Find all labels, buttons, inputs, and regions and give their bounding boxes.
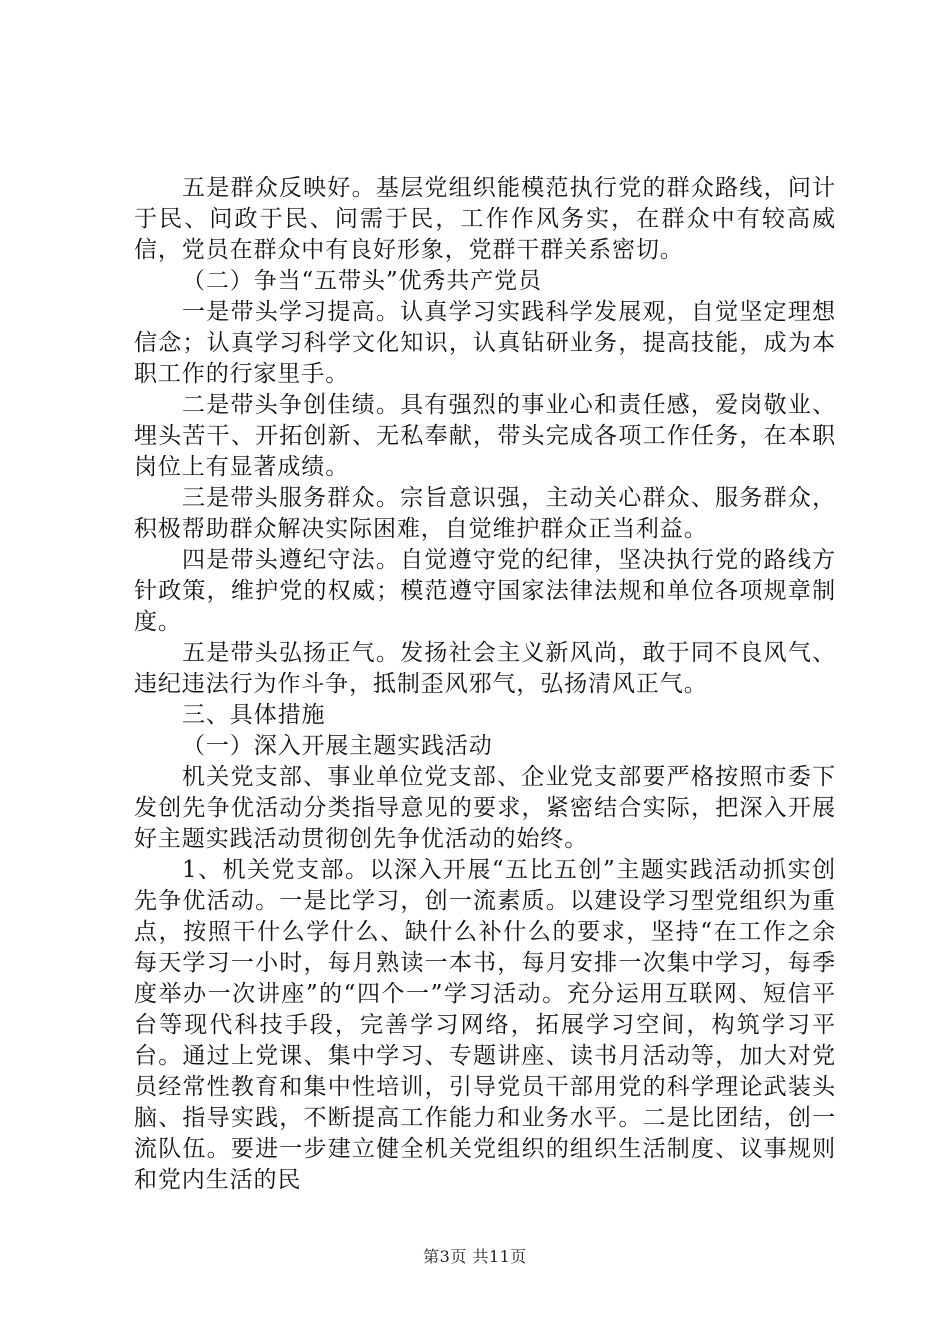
paragraph-masses-response: 五是群众反映好。基层党组织能模范执行党的群众路线，问计于民、问政于民、问需于民，工作作风务实，在群众中有较高威信，党员在群众中有良好形象，党群干群关系密切。 [134,175,836,263]
paragraph-lead-performance: 二是带头争创佳绩。具有强烈的事业心和责任感，爱岗敬业、埋头苦干、开拓创新、无私奉献，带头完成各项工作任务，在本职岗位上有显著成绩。 [134,392,836,480]
page-number-footer: 第3页 共11页 [423,1247,527,1266]
paragraph-lead-study: 一是带头学习提高。认真学习实践科学发展观，自觉坚定理想信念；认真学习科学文化知识，认真钻研业务，提高技能，成为本职工作的行家里手。 [134,299,836,387]
heading-five-leads: （二）争当“五带头”优秀共产党员 [182,268,542,294]
paragraph-lead-service: 三是带头服务群众。宗旨意识强，主动关心群众、服务群众，积极帮助群众解决实际困难，自觉维护群众正当利益。 [134,485,836,542]
heading-theme-activities: （一）深入开展主题实践活动 [182,733,493,759]
document-body [134,173,836,1196]
paragraph-branch-requirements: 机关党支部、事业单位党支部、企业党支部要严格按照市委下发创先争优活动分类指导意见的要求，紧密结合实际，把深入开展好主题实践活动贯彻创先争优活动的始终。 [134,764,836,852]
heading-specific-measures: 三、具体措施 [182,702,326,728]
paragraph-lead-integrity: 五是带头弘扬正气。发扬社会主义新风尚，敢于同不良风气、违纪违法行为作斗争，抵制歪风邪气，弘扬清风正气。 [134,640,836,697]
paragraph-lead-discipline: 四是带头遵纪守法。自觉遵守党的纪律，坚决执行党的路线方针政策，维护党的权威；模范遵守国家法律法规和单位各项规章制度。 [134,547,836,635]
paragraph-agency-branch: 1、机关党支部。以深入开展“五比五创”主题实践活动抓实创先争优活动。一是比学习，创一流素质。以建设学习型党组织为重点，按照干什么学什么、缺什么补什么的要求，坚持“在工作之余每天学习一小时，每月熟读一本书，每月安排一次集中学习，每季度举办一次讲座”的“四个一”学习活动。充分运用互联网、短信平台等现代科技手段，完善学习网络，拓展学习空间，构筑学习平台。通过上党课、集中学习、专题讲座、读书月活动等，加大对党员经常性教育和集中性培训，引导党员干部用党的科学理论武装头脑、指导实践，不断提高工作能力和业务水平。二是比团结，创一流队伍。要进一步建立健全机关党组织的组织生活制度、议事规则和党内生活的民 [134,857,836,1193]
